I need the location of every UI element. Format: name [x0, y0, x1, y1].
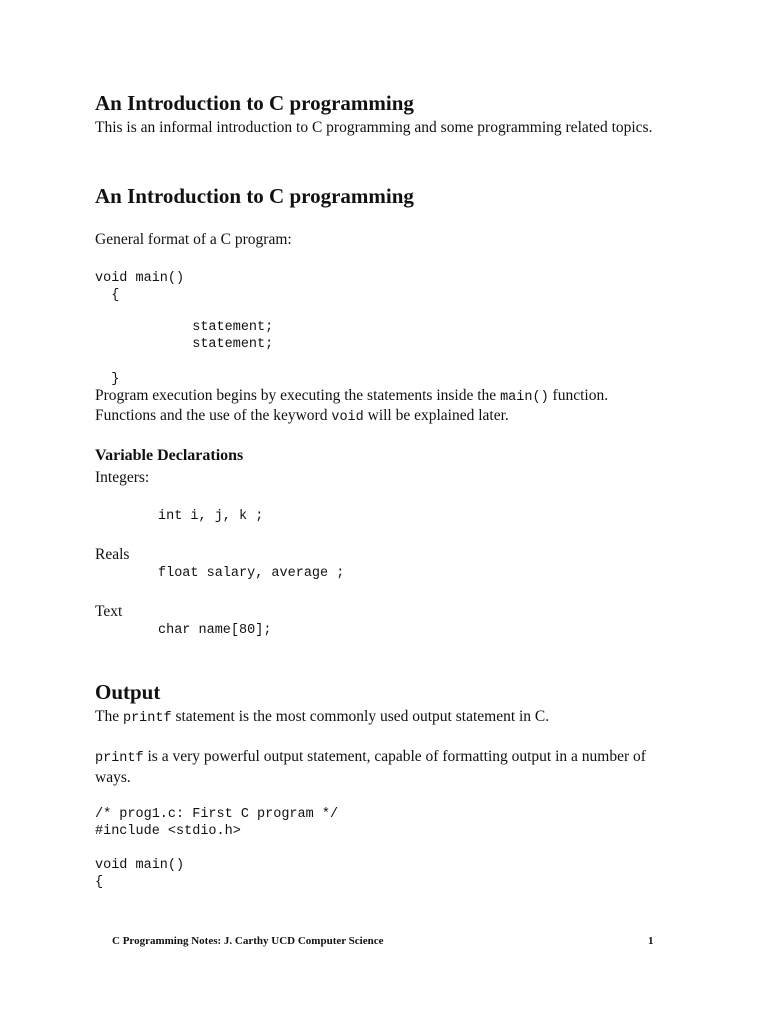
- code-line: }: [95, 372, 120, 387]
- section-title: An Introduction to C programming: [95, 184, 414, 208]
- output-heading: Output: [95, 680, 161, 704]
- code-line: void main(): [95, 271, 185, 286]
- inline-code: printf: [122, 711, 172, 726]
- text-span: will be explained later.: [363, 407, 509, 424]
- text-span: Functions and the use of the keyword: [95, 407, 332, 424]
- page-number: 1: [648, 935, 654, 947]
- code-line: statement;: [95, 337, 274, 352]
- general-format-label: General format of a C program:: [95, 231, 292, 248]
- execution-paragraph-line1: [95, 386, 608, 407]
- text-span: The: [95, 708, 123, 725]
- execution-paragraph-line2: [95, 406, 509, 427]
- code-line: void main(): [95, 858, 185, 873]
- code-line: /* prog1.c: First C program */: [95, 807, 339, 822]
- integers-code: int i, j, k ;: [158, 509, 264, 524]
- reals-code: float salary, average ;: [158, 566, 345, 581]
- inline-code: void: [331, 410, 364, 425]
- text-code: char name[80];: [158, 623, 272, 638]
- integers-label: Integers:: [95, 469, 150, 486]
- variable-declarations-heading: Variable Declarations: [95, 447, 244, 464]
- text-span: is a very powerful output statement, capable of formatting output in a number of ways.: [95, 748, 646, 786]
- code-line: {: [95, 288, 120, 303]
- inline-code: main(): [500, 390, 549, 405]
- output-paragraph1: [95, 707, 549, 728]
- page-title: An Introduction to C programming: [95, 91, 414, 115]
- text-span: Program execution begins by executing the statements inside the: [95, 387, 501, 404]
- footer-text: C Programming Notes: J. Carthy UCD Computer Science: [112, 935, 384, 947]
- code-line: {: [95, 875, 104, 890]
- code-line: statement;: [95, 320, 274, 335]
- text-span: function.: [548, 387, 609, 404]
- inline-code: printf: [95, 751, 144, 766]
- text-span: statement is the most commonly used output statement in C.: [171, 708, 550, 725]
- code-line: #include <stdio.h>: [95, 824, 241, 839]
- output-paragraph2: [95, 747, 685, 787]
- intro-paragraph: This is an informal introduction to C programming and some programming related topics.: [95, 119, 653, 136]
- reals-label: Reals: [95, 546, 130, 563]
- text-label: Text: [95, 603, 123, 620]
